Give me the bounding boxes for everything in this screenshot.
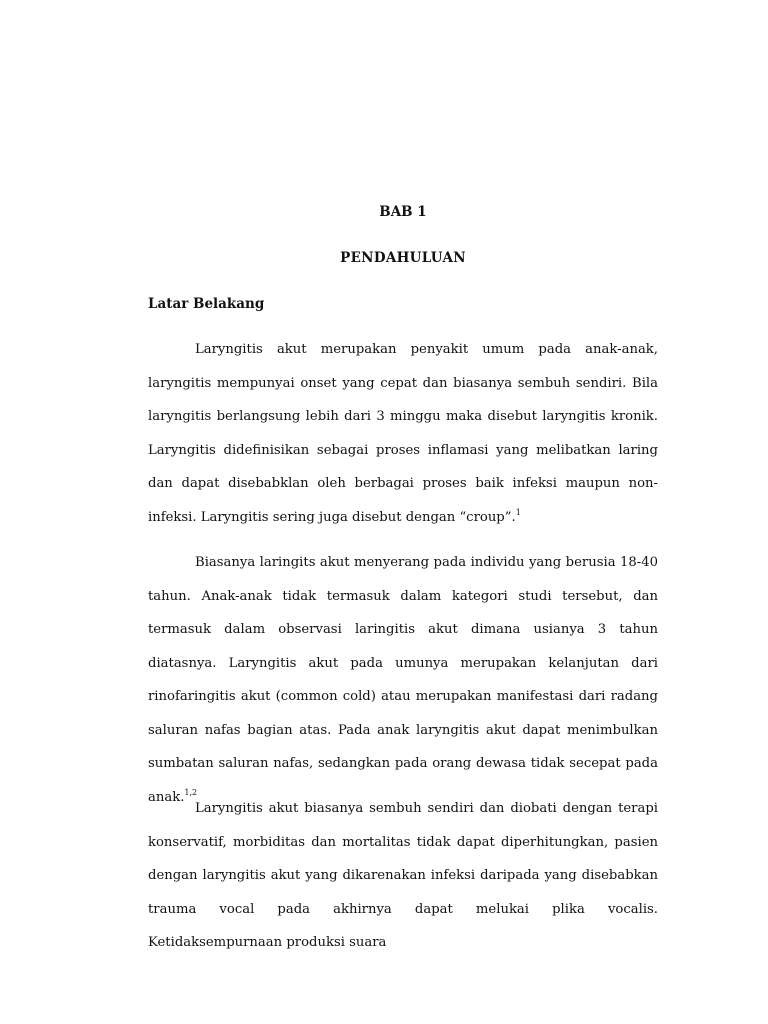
paragraph-1 xyxy=(148,333,658,534)
paragraph-3-text: Laryngitis akut biasanya sembuh sendiri dan diobati dengan terapi konservatif, morbiditas dan mortalitas tidak dapat diperhitungkan, pasien dengan laryngitis akut yang dikarenakan infeksi daripada yang disebabkan trauma vocal pada akhirnya dapat melukai plika vocalis. Ketidaksempurnaan produksi suara xyxy=(148,801,658,950)
paragraph-2 xyxy=(148,546,658,814)
paragraph-3 xyxy=(148,792,658,960)
citation-1: 1 xyxy=(515,507,521,517)
citation-2: 1,2 xyxy=(184,787,198,797)
chapter-number: BAB 1 xyxy=(379,204,427,220)
paragraph-1-text: Laryngitis akut merupakan penyakit umum pada anak-anak, laryngitis mempunyai onset yang cepat dan biasanya sembuh sendiri. Bila laryngitis berlangsung lebih dari 3 minggu maka disebut laryngitis kronik. Laryngitis didefinisikan sebagai proses inflamasi yang melibatkan laring dan dapat disebabklan oleh berbagai proses baik infeksi maupun non-infeksi. Laryngitis sering juga disebut dengan “croup”. xyxy=(148,342,658,525)
section-heading: Latar Belakang xyxy=(148,296,265,312)
chapter-title: PENDAHULUAN xyxy=(340,250,466,266)
paragraph-2-text: Biasanya laringits akut menyerang pada individu yang berusia 18-40 tahun. Anak-anak tidak termasuk dalam kategori studi tersebut, dan termasuk dalam observasi laringitis akut dimana usianya 3 tahun diatasnya. Laryngitis akut pada umunya merupakan kelanjutan dari rinofaringitis akut (common cold) atau merupakan manifestasi dari radang saluran nafas bagian atas. Pada anak laryngitis akut dapat menimbulkan sumbatan saluran nafas, sedangkan pada orang dewasa tidak secepat pada anak. xyxy=(148,555,658,805)
